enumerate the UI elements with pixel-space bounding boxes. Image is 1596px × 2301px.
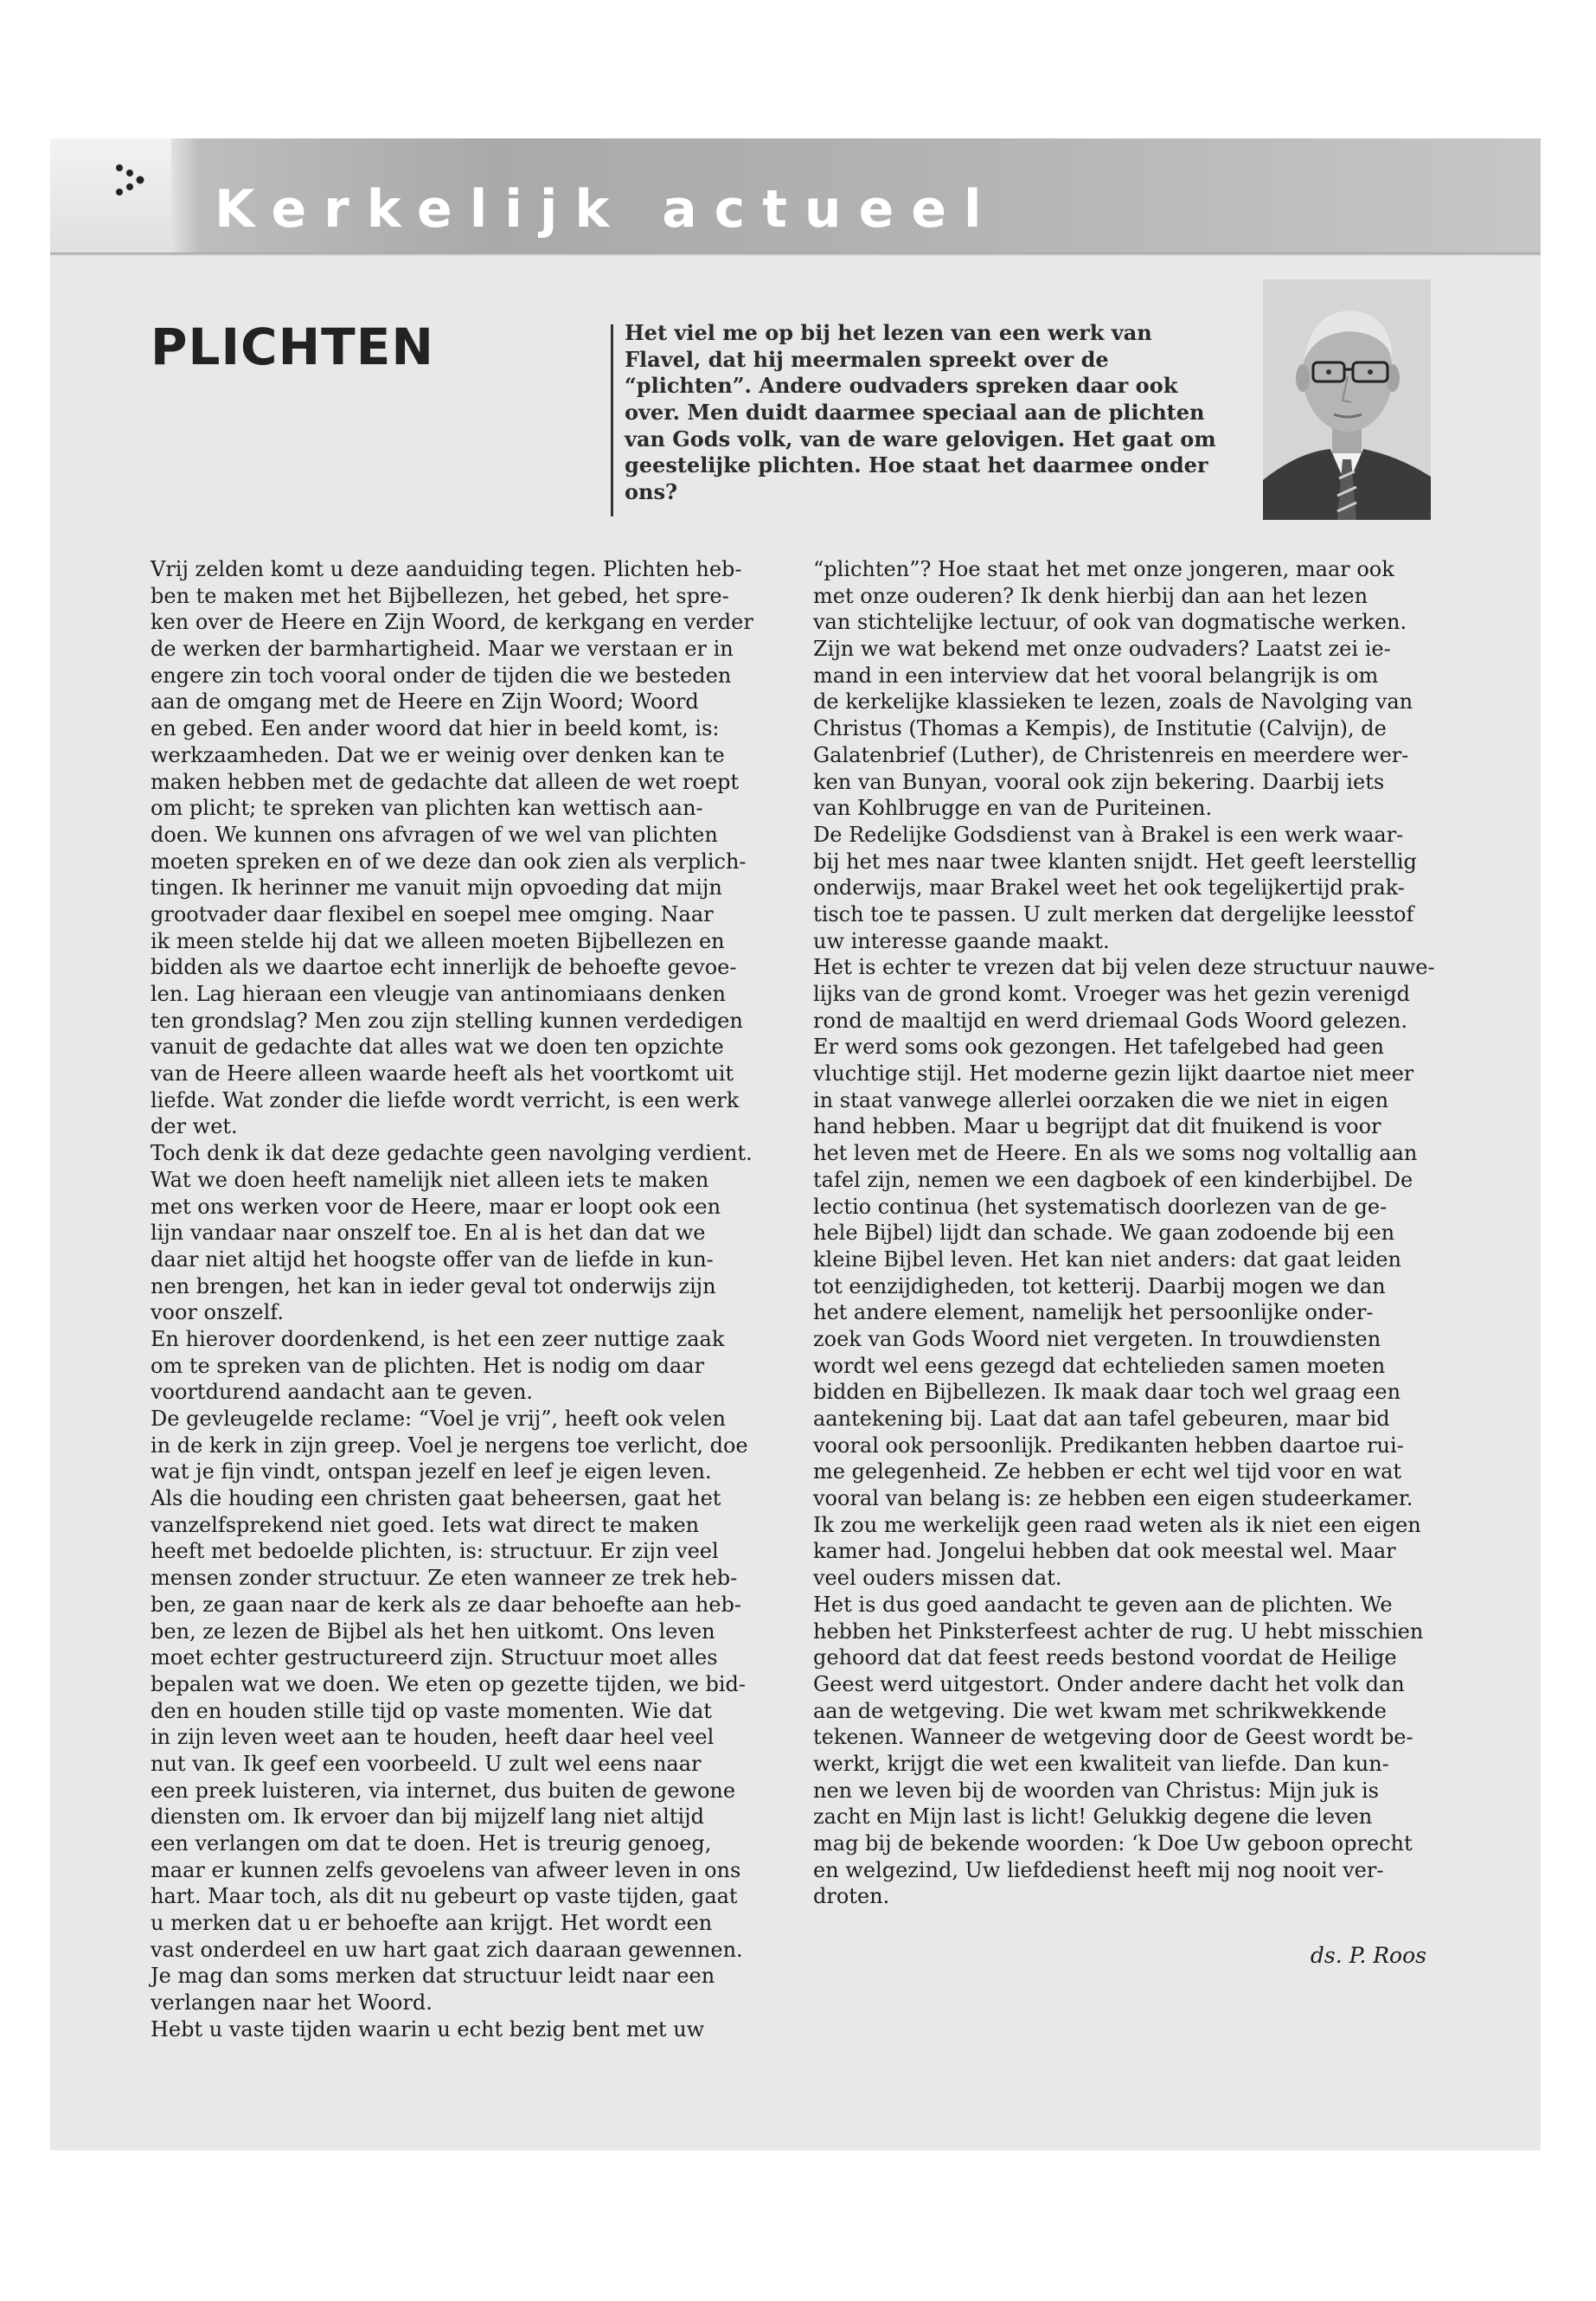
body-line: aantekening bij. Laat dat aan tafel gebeuren, maar bid	[813, 1407, 1390, 1431]
body-line: maar er kunnen zelfs gevoelens van afweer leven in ons	[151, 1857, 741, 1882]
header-shadow	[50, 253, 1541, 256]
body-line: ben, ze lezen de Bijbel als het hen uitkomt. Ons leven	[151, 1618, 715, 1644]
body-line: Het is dus goed aandacht te geven aan de plichten. We	[813, 1592, 1393, 1617]
body-line: aan de wetgeving. Die wet kwam met schrikwekkende	[813, 1698, 1387, 1723]
section-title: Kerkelijk actueel	[215, 179, 999, 240]
body-line: den en houden stille tijd op vaste momenten. Wie dat	[151, 1698, 712, 1723]
body-line: moeten spreken en of we deze dan ook zien als verplich-	[151, 849, 747, 874]
body-line: zoek van Gods Woord niet vergeten. In trouwdiensten	[813, 1326, 1381, 1351]
body-line: in staat vanwege allerlei oorzaken die we niet in eigen	[813, 1087, 1389, 1112]
body-line: mensen zonder structuur. Ze eten wanneer ze trek heb-	[151, 1566, 738, 1591]
body-line: voortdurend aandacht aan te geven.	[151, 1380, 534, 1405]
body-line: bij het mes naar twee klanten snijdt. Het geeft leerstellig	[813, 849, 1417, 874]
body-line: mag bij de bekende woorden: ‘k Doe Uw geboon oprecht	[813, 1831, 1413, 1856]
body-line: bepalen wat we doen. We eten op gezette tijden, we bid-	[151, 1671, 747, 1696]
body-line: De gevleugelde reclame: “Voel je vrij”, heeft ook velen	[151, 1407, 726, 1431]
body-line: bidden en Bijbellezen. Ik maak daar toch wel graag een	[813, 1380, 1401, 1405]
body-line: ben, ze gaan naar de kerk als ze daar behoefte aan heb-	[151, 1592, 741, 1617]
author-photo	[1263, 279, 1431, 520]
body-line: veel ouders missen dat.	[813, 1566, 1062, 1591]
body-line: heeft met bedoelde plichten, is: structuur. Er zijn veel	[151, 1539, 719, 1564]
body-line: De Redelijke Godsdienst van à Brakel is een werk waar-	[813, 822, 1404, 847]
body-line: de werken der barmhartigheid. Maar we verstaan er in	[151, 637, 734, 662]
body-line: tot eenzijdigheden, tot ketterij. Daarbij mogen we dan	[813, 1273, 1386, 1298]
lead-line: geestelijke plichten. Hoe staat het daarmee onder	[625, 452, 1208, 478]
body-line: werkzaamheden. Dat we er weinig over denken kan te	[151, 742, 725, 767]
body-line: met ons werken voor de Heere, maar er loopt ook een	[151, 1194, 721, 1219]
body-line: wat je fijn vindt, ontspan jezelf en leef je eigen leven.	[151, 1459, 712, 1484]
body-line: aan de omgang met de Heere en Zijn Woord; Woord	[151, 689, 699, 715]
body-line: ken van Bunyan, vooral ook zijn bekering. Daarbij iets	[813, 769, 1385, 794]
body-line: kamer had. Jongelui hebben dat ook meestal wel. Maar	[813, 1539, 1396, 1564]
body-line: Je mag dan soms merken dat structuur leidt naar een	[151, 1964, 715, 1989]
body-line: hand hebben. Maar u begrijpt dat dit fnuikend is voor	[813, 1114, 1381, 1139]
body-line: ken over de Heere en Zijn Woord, de kerkgang en verder	[151, 610, 753, 635]
body-line: mand in een interview dat het vooral belangrijk is om	[813, 663, 1379, 688]
body-line: gehoord dat dat feest reeds bestond voordat de Heilige	[813, 1645, 1397, 1670]
body-line: Toch denk ik dat deze gedachte geen navolging verdient.	[151, 1141, 753, 1166]
body-line: me gelegenheid. Ze hebben er echt wel tijd voor en wat	[813, 1459, 1402, 1484]
lead-line: over. Men duidt daarmee speciaal aan de plichten	[625, 400, 1205, 426]
body-line: ik meen stelde hij dat we alleen moeten Bijbellezen en	[151, 928, 725, 953]
body-line: Wat we doen heeft namelijk niet alleen iets te maken	[151, 1167, 709, 1192]
body-line: ten grondslag? Men zou zijn stelling kunnen verdedigen	[151, 1008, 743, 1033]
body-line: vooral van belang is: ze hebben een eigen studeerkamer.	[813, 1486, 1413, 1511]
body-line: nen we leven bij de woorden van Christus: Mijn juk is	[813, 1778, 1379, 1803]
body-line: Geest werd uitgestort. Onder andere dacht het volk dan	[813, 1671, 1405, 1696]
body-line: van de Heere alleen waarde heeft als het voortkomt uit	[151, 1061, 734, 1086]
lead-line: Flavel, dat hij meermalen spreekt over de	[625, 346, 1109, 372]
body-line: tafel zijn, nemen we een dagboek of een kinderbijbel. De	[813, 1167, 1413, 1192]
body-line: droten.	[813, 1884, 890, 1909]
body-line: wordt wel eens gezegd dat echtelieden samen moeten	[813, 1353, 1386, 1378]
body-line: de kerkelijke klassieken te lezen, zoals de Navolging van	[813, 689, 1413, 715]
body-line: len. Lag hieraan een vleugje van antinomiaans denken	[151, 982, 726, 1006]
body-line: Zijn we wat bekend met onze oudvaders? Laatst zei ie-	[813, 637, 1391, 662]
article-body-left-column	[151, 556, 773, 2043]
body-line: Galatenbrief (Luther), de Christenreis en meerdere wer-	[813, 742, 1409, 767]
body-line: Christus (Thomas a Kempis), de Institutie (Calvijn), de	[813, 716, 1387, 741]
body-line: “plichten”? Hoe staat het met onze jongeren, maar ook	[813, 557, 1394, 581]
body-line: het andere element, namelijk het persoonlijke onder-	[813, 1300, 1374, 1325]
article-title: PLICHTEN	[151, 317, 434, 376]
body-line: zacht en Mijn last is licht! Gelukkig degene die leven	[813, 1804, 1373, 1830]
body-line: Er werd soms ook gezongen. Het tafelgebed had geen	[813, 1035, 1384, 1060]
body-line: hele Bijbel) lijdt dan schade. We gaan zodoende bij een	[813, 1221, 1395, 1246]
lead-line: ons?	[625, 479, 678, 505]
lead-rule	[611, 324, 613, 516]
body-line: liefde. Wat zonder die liefde wordt verricht, is een werk	[151, 1087, 740, 1112]
body-line: werkt, krijgt die wet een kwaliteit van liefde. Dan kun-	[813, 1751, 1389, 1776]
body-line: een verlangen om dat te doen. Het is treurig genoeg,	[151, 1831, 712, 1856]
lead-line: Het viel me op bij het lezen van een werk van	[625, 320, 1152, 345]
body-line: moet echter gestructureerd zijn. Structuur moet alles	[151, 1645, 718, 1670]
body-line: van Kohlbrugge en van de Puriteinen.	[813, 796, 1213, 821]
body-line: en gebed. Een ander woord dat hier in beeld komt, is:	[151, 716, 720, 741]
body-line: kleine Bijbel leven. Het kan niet anders: dat gaat leiden	[813, 1247, 1401, 1272]
body-line: u merken dat u er behoefte aan krijgt. Het wordt een	[151, 1911, 713, 1936]
body-line: engere zin toch vooral onder de tijden die we besteden	[151, 663, 732, 688]
body-line: van stichtelijke lectuur, of ook van dogmatische werken.	[813, 610, 1407, 635]
body-line: hart. Maar toch, als dit nu gebeurt op vaste tijden, gaat	[151, 1884, 738, 1909]
body-line: vluchtige stijl. Het moderne gezin lijkt daartoe niet meer	[813, 1061, 1414, 1086]
author-signature: ds. P. Roos	[1310, 1943, 1426, 1968]
body-line: vast onderdeel en uw hart gaat zich daaraan gewennen.	[151, 1937, 743, 1962]
article-lead	[625, 318, 1239, 504]
body-line: voor onszelf.	[151, 1300, 284, 1325]
body-line: het leven met de Heere. En als we soms nog voltallig aan	[813, 1141, 1418, 1166]
body-line: verlangen naar het Woord.	[151, 1990, 433, 2016]
body-line: tisch toe te passen. U zult merken dat dergelijke leesstof	[813, 901, 1414, 926]
body-line: rond de maaltijd en werd driemaal Gods Woord gelezen.	[813, 1008, 1407, 1033]
article-body-right-column	[813, 556, 1436, 1910]
body-line: om te spreken van de plichten. Het is nodig om daar	[151, 1353, 705, 1378]
body-line: ben te maken met het Bijbellezen, het gebed, het spre-	[151, 583, 729, 608]
body-line: Het is echter te vrezen dat bij velen deze structuur nauwe-	[813, 955, 1435, 980]
body-line: Vrij zelden komt u deze aanduiding tegen. Plichten heb-	[151, 557, 742, 581]
body-line: Ik zou me werkelijk geen raad weten als ik niet een eigen	[813, 1512, 1421, 1537]
body-line: een preek luisteren, via internet, dus buiten de gewone	[151, 1778, 736, 1803]
body-line: tingen. Ik herinner me vanuit mijn opvoeding dat mijn	[151, 875, 722, 901]
body-line: grootvader daar flexibel en soepel mee omging. Naar	[151, 901, 714, 926]
body-line: vooral ook persoonlijk. Predikanten hebben daartoe rui-	[813, 1433, 1404, 1458]
lead-line: “plichten”. Andere oudvaders spreken daar ook	[625, 373, 1178, 399]
body-line: lijks van de grond komt. Vroeger was het gezin verenigd	[813, 982, 1410, 1006]
body-line: uw interesse gaande maakt.	[813, 928, 1110, 953]
body-line: doen. We kunnen ons afvragen of we wel van plichten	[151, 822, 718, 847]
lead-line: van Gods volk, van de ware gelovigen. Het gaat om	[625, 426, 1216, 452]
body-line: lijn vandaar naar onszelf toe. En al is het dan dat we	[151, 1221, 706, 1246]
body-line: En hierover doordenkend, is het een zeer nuttige zaak	[151, 1326, 725, 1351]
dots-arrow-icon	[112, 161, 156, 204]
body-line: nen brengen, het kan in ieder geval tot onderwijs zijn	[151, 1273, 716, 1298]
body-line: lectio continua (het systematisch doorlezen van de ge-	[813, 1194, 1388, 1219]
body-line: tekenen. Wanneer de wetgeving door de Geest wordt be-	[813, 1725, 1413, 1750]
body-line: nut van. Ik geef een voorbeeld. U zult wel eens naar	[151, 1751, 702, 1776]
body-line: onderwijs, maar Brakel weet het ook tegelijkertijd prak-	[813, 875, 1405, 901]
body-line: bidden als we daartoe echt innerlijk de behoefte gevoe-	[151, 955, 737, 980]
body-line: en welgezind, Uw liefdedienst heeft mij nog nooit ver-	[813, 1857, 1384, 1882]
body-line: in zijn leven weet aan te houden, heeft daar heel veel	[151, 1725, 715, 1750]
body-line: daar niet altijd het hoogste offer van de liefde in kun-	[151, 1247, 714, 1272]
body-line: om plicht; te spreken van plichten kan wettisch aan-	[151, 796, 703, 821]
body-line: maken hebben met de gedachte dat alleen de wet roept	[151, 769, 740, 794]
body-line: diensten om. Ik ervoer dan bij mijzelf lang niet altijd	[151, 1804, 704, 1830]
body-line: der wet.	[151, 1114, 238, 1139]
body-line: Hebt u vaste tijden waarin u echt bezig bent met uw	[151, 2016, 705, 2041]
body-line: vanuit de gedachte dat alles wat we doen ten opzichte	[151, 1035, 724, 1060]
body-line: met onze ouderen? Ik denk hierbij dan aan het lezen	[813, 583, 1368, 608]
body-line: vanzelfsprekend niet goed. Iets wat direct te maken	[151, 1512, 700, 1537]
body-line: Als die houding een christen gaat beheersen, gaat het	[151, 1486, 721, 1511]
body-line: hebben het Pinksterfeest achter de rug. U hebt misschien	[813, 1618, 1424, 1644]
body-line: in de kerk in zijn greep. Voel je nergens toe verlicht, doe	[151, 1433, 748, 1458]
